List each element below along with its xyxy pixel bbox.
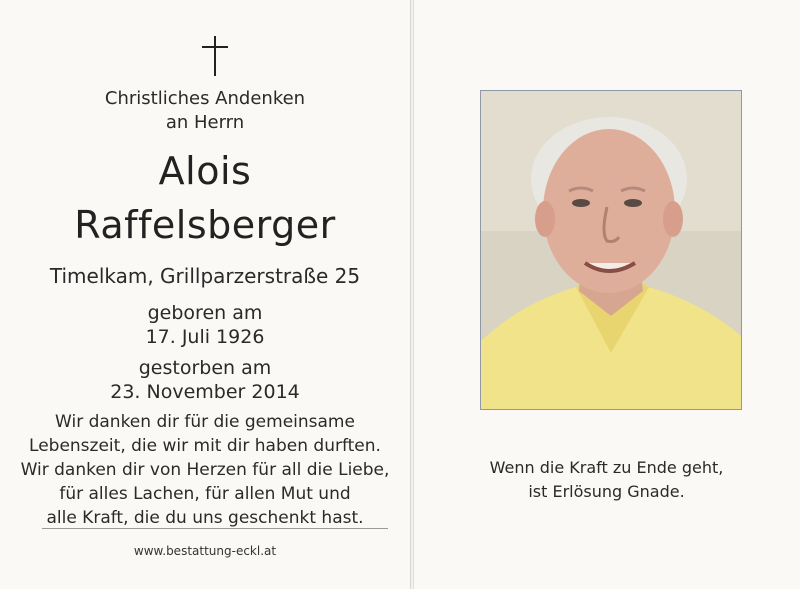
born-label: geboren am [147,302,263,324]
verse-line: Wir danken dir für die gemeinsame [55,412,355,432]
divider [42,528,388,529]
verse-line: Wir danken dir von Herzen für all die Liebe, [20,460,390,480]
address: Timelkam, Grillparzerstraße 25 [49,264,361,288]
first-name: Alois [158,149,252,193]
cross-icon [202,36,228,76]
quote-line-1: Wenn die Kraft zu Ende geht, [489,458,724,477]
born-date: 17. Juli 1926 [145,326,265,348]
dedication-line-1: Christliches Andenken [104,88,306,109]
portrait-photo [480,90,742,410]
verse-line: für alles Lachen, für allen Mut und [59,484,351,504]
verse-line: alle Kraft, die du uns geschenkt hast. [46,508,364,528]
died-label: gestorben am [138,357,272,379]
website-link[interactable]: www.bestattung-eckl.at [133,544,277,558]
died-date: 23. November 2014 [110,381,300,403]
verse-line: Lebenszeit, die wir mit dir haben durften. [29,436,381,456]
last-name: Raffelsberger [74,203,336,247]
dedication-line-2: an Herrn [165,112,245,133]
quote-line-2: ist Erlösung Gnade. [528,482,685,501]
